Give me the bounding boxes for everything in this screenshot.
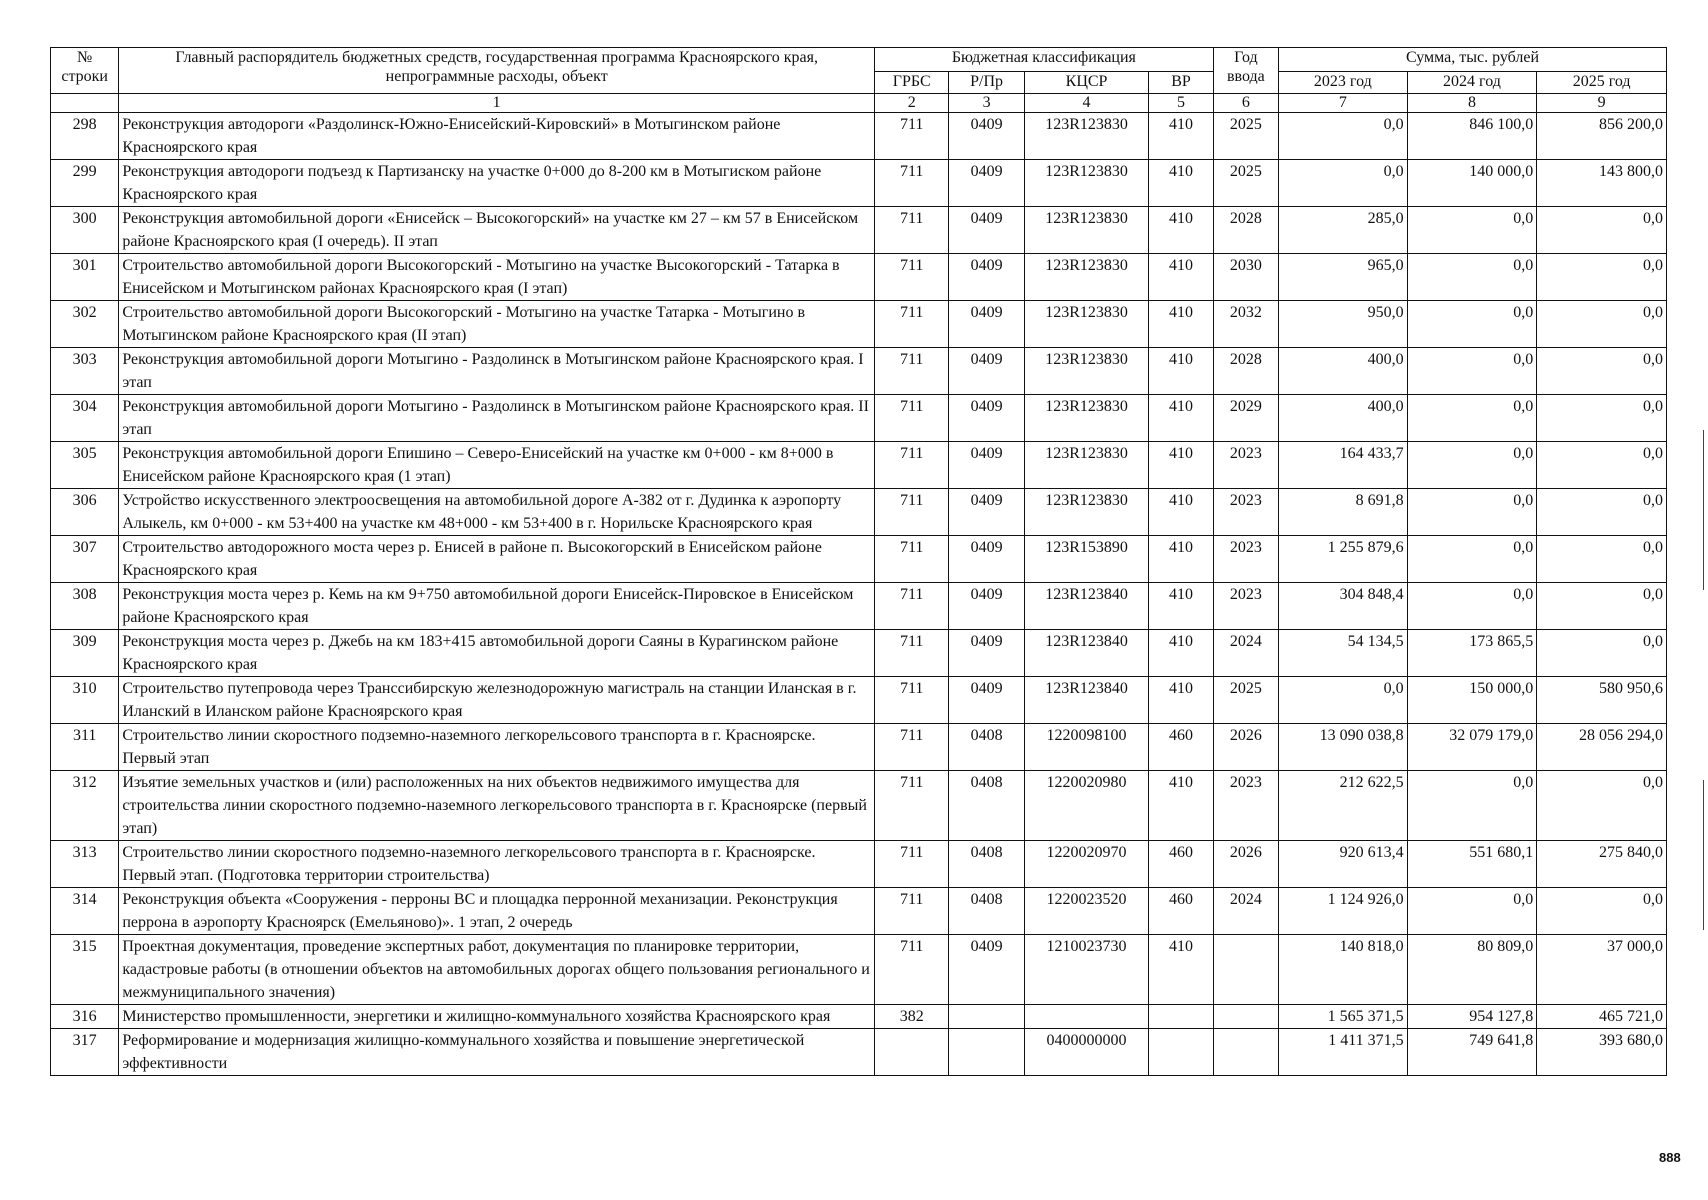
- vr-code: [1149, 1029, 1213, 1076]
- rzpr-code: 0409: [949, 207, 1024, 254]
- header-row-number: № строки: [51, 48, 119, 94]
- amount-2024: 0,0: [1407, 583, 1537, 630]
- amount-2023: 212 622,5: [1279, 771, 1408, 841]
- kcsr-code: 1210023730: [1024, 935, 1149, 1005]
- row-number: 309: [51, 630, 119, 677]
- amount-2025: 0,0: [1537, 254, 1667, 301]
- commissioning-year: 2023: [1213, 536, 1278, 583]
- table-row: [51, 583, 1667, 630]
- table-row: [51, 1005, 1667, 1029]
- amount-2023: 1 124 926,0: [1279, 888, 1408, 935]
- amount-2023: 0,0: [1279, 160, 1408, 207]
- rzpr-code: 0409: [949, 935, 1024, 1005]
- rzpr-code: 0409: [949, 113, 1024, 160]
- rzpr-code: 0409: [949, 630, 1024, 677]
- grbs-code: 711: [875, 301, 949, 348]
- object-name: Реконструкция автодороги «Раздолинск-Южно-Енисейский-Кировский» в Мотыгинском районе Красноярского края: [119, 113, 875, 160]
- object-name: Изъятие земельных участков и (или) расположенных на них объектов недвижимого имущества для строительства линии скоростного подземно-наземного легкорельсового транспорта в г. Красноярске (первый этап): [119, 771, 875, 841]
- grbs-code: 711: [875, 724, 949, 771]
- kcsr-code: 1220020970: [1024, 841, 1149, 888]
- object-name: Строительство путепровода через Транссибирскую железнодорожную магистраль на станции Иланская в г. Иланский в Иланском районе Красноярского края: [119, 677, 875, 724]
- commissioning-year: 2025: [1213, 677, 1278, 724]
- amount-2025: 37 000,0: [1537, 935, 1667, 1005]
- commissioning-year: 2025: [1213, 113, 1278, 160]
- grbs-code: 711: [875, 160, 949, 207]
- kcsr-code: 123R123830: [1024, 113, 1149, 160]
- amount-2023: 285,0: [1279, 207, 1408, 254]
- column-number: 8: [1407, 94, 1537, 113]
- grbs-code: 711: [875, 888, 949, 935]
- table-row: [51, 1029, 1667, 1076]
- kcsr-code: 1220020980: [1024, 771, 1149, 841]
- kcsr-code: 123R123830: [1024, 301, 1149, 348]
- grbs-code: 711: [875, 771, 949, 841]
- commissioning-year: 2026: [1213, 724, 1278, 771]
- row-number: 315: [51, 935, 119, 1005]
- rzpr-code: 0408: [949, 724, 1024, 771]
- amount-2025: 0,0: [1537, 207, 1667, 254]
- commissioning-year: 2030: [1213, 254, 1278, 301]
- kcsr-code: 123R123830: [1024, 442, 1149, 489]
- amount-2025: 0,0: [1537, 442, 1667, 489]
- rzpr-code: 0409: [949, 160, 1024, 207]
- table-row: [51, 771, 1667, 841]
- amount-2023: 164 433,7: [1279, 442, 1408, 489]
- amount-2024: 0,0: [1407, 442, 1537, 489]
- column-number: 3: [949, 94, 1024, 113]
- object-name: Министерство промышленности, энергетики и жилищно-коммунального хозяйства Красноярского края: [119, 1005, 875, 1029]
- header-year-2024: 2024 год: [1407, 72, 1537, 94]
- rzpr-code: [949, 1005, 1024, 1029]
- column-number: 6: [1213, 94, 1278, 113]
- rzpr-code: 0409: [949, 442, 1024, 489]
- commissioning-year: [1213, 935, 1278, 1005]
- amount-2023: 0,0: [1279, 677, 1408, 724]
- kcsr-code: 123R123830: [1024, 160, 1149, 207]
- amount-2023: 13 090 038,8: [1279, 724, 1408, 771]
- column-number: 7: [1279, 94, 1408, 113]
- amount-2023: 400,0: [1279, 395, 1408, 442]
- table-row: [51, 677, 1667, 724]
- kcsr-code: [1024, 1005, 1149, 1029]
- header-year-2023: 2023 год: [1279, 72, 1408, 94]
- amount-2024: 0,0: [1407, 395, 1537, 442]
- amount-2023: 950,0: [1279, 301, 1408, 348]
- object-name: Реформирование и модернизация жилищно-коммунального хозяйства и повышение энергетической эффективности: [119, 1029, 875, 1076]
- row-number: 299: [51, 160, 119, 207]
- amount-2025: 465 721,0: [1537, 1005, 1667, 1029]
- amount-2024: 846 100,0: [1407, 113, 1537, 160]
- rzpr-code: 0409: [949, 536, 1024, 583]
- header-sum: Сумма, тыс. рублей: [1279, 48, 1667, 72]
- table-header: [51, 48, 1667, 113]
- rzpr-code: 0409: [949, 301, 1024, 348]
- table-row: [51, 301, 1667, 348]
- amount-2025: 0,0: [1537, 348, 1667, 395]
- row-number: 314: [51, 888, 119, 935]
- amount-2023: 1 565 371,5: [1279, 1005, 1408, 1029]
- kcsr-code: 123R123840: [1024, 630, 1149, 677]
- commissioning-year: 2032: [1213, 301, 1278, 348]
- header-rzpr: Р/Пр: [949, 72, 1024, 94]
- object-name: Строительство автодорожного моста через р. Енисей в районе п. Высокогорский в Енисейском районе Красноярского края: [119, 536, 875, 583]
- amount-2024: 0,0: [1407, 348, 1537, 395]
- amount-2024: 954 127,8: [1407, 1005, 1537, 1029]
- column-number: 5: [1149, 94, 1213, 113]
- vr-code: 460: [1149, 888, 1213, 935]
- vr-code: 410: [1149, 583, 1213, 630]
- vr-code: 410: [1149, 489, 1213, 536]
- column-number-row: [51, 94, 1667, 113]
- table-row: [51, 442, 1667, 489]
- kcsr-code: 123R123830: [1024, 207, 1149, 254]
- object-name: Реконструкция автомобильной дороги «Енисейск – Высокогорский» на участке км 27 – км 57 в Енисейском районе Красноярского края (I очередь). II этап: [119, 207, 875, 254]
- row-number: 312: [51, 771, 119, 841]
- amount-2023: 54 134,5: [1279, 630, 1408, 677]
- page-number: 888: [1659, 1150, 1681, 1165]
- vr-code: 410: [1149, 395, 1213, 442]
- amount-2024: 140 000,0: [1407, 160, 1537, 207]
- amount-2025: 580 950,6: [1537, 677, 1667, 724]
- row-number: 317: [51, 1029, 119, 1076]
- commissioning-year: [1213, 1005, 1278, 1029]
- row-number: 316: [51, 1005, 119, 1029]
- rzpr-code: 0409: [949, 395, 1024, 442]
- vr-code: 410: [1149, 935, 1213, 1005]
- table-row: [51, 348, 1667, 395]
- amount-2024: 0,0: [1407, 254, 1537, 301]
- grbs-code: 711: [875, 536, 949, 583]
- rzpr-code: 0409: [949, 677, 1024, 724]
- object-name: Реконструкция моста через р. Джебь на км 183+415 автомобильной дороги Саяны в Курагинском районе Красноярского края: [119, 630, 875, 677]
- scan-edge-mark: [1703, 430, 1704, 590]
- amount-2023: 400,0: [1279, 348, 1408, 395]
- amount-2024: 551 680,1: [1407, 841, 1537, 888]
- header-budget-classification: Бюджетная классификация: [875, 48, 1214, 72]
- vr-code: 410: [1149, 113, 1213, 160]
- kcsr-code: 123R123830: [1024, 395, 1149, 442]
- amount-2024: 749 641,8: [1407, 1029, 1537, 1076]
- amount-2024: 32 079 179,0: [1407, 724, 1537, 771]
- row-number: 303: [51, 348, 119, 395]
- table-row: [51, 160, 1667, 207]
- row-number: 308: [51, 583, 119, 630]
- kcsr-code: 123R123830: [1024, 489, 1149, 536]
- object-name: Реконструкция моста через р. Кемь на км 9+750 автомобильной дороги Енисейск-Пировское в Енисейском районе Красноярского края: [119, 583, 875, 630]
- grbs-code: 711: [875, 113, 949, 160]
- grbs-code: 711: [875, 395, 949, 442]
- vr-code: 410: [1149, 254, 1213, 301]
- grbs-code: 711: [875, 348, 949, 395]
- amount-2025: 28 056 294,0: [1537, 724, 1667, 771]
- kcsr-code: 123R123830: [1024, 254, 1149, 301]
- object-name: Строительство автомобильной дороги Высокогорский - Мотыгино на участке Татарка - Мотыгино в Мотыгинском районе Красноярского края (II этап): [119, 301, 875, 348]
- grbs-code: 711: [875, 935, 949, 1005]
- commissioning-year: 2023: [1213, 442, 1278, 489]
- amount-2023: 304 848,4: [1279, 583, 1408, 630]
- amount-2025: 0,0: [1537, 888, 1667, 935]
- rzpr-code: 0409: [949, 254, 1024, 301]
- rzpr-code: 0409: [949, 583, 1024, 630]
- grbs-code: 711: [875, 207, 949, 254]
- rzpr-code: 0408: [949, 888, 1024, 935]
- column-number-blank: [51, 94, 119, 113]
- row-number: 306: [51, 489, 119, 536]
- rzpr-code: 0408: [949, 841, 1024, 888]
- commissioning-year: 2024: [1213, 630, 1278, 677]
- vr-code: 460: [1149, 724, 1213, 771]
- header-year-commissioning: Год ввода: [1213, 48, 1278, 94]
- amount-2024: 0,0: [1407, 888, 1537, 935]
- grbs-code: 711: [875, 630, 949, 677]
- kcsr-code: 123R123830: [1024, 348, 1149, 395]
- amount-2023: 1 255 879,6: [1279, 536, 1408, 583]
- row-number: 302: [51, 301, 119, 348]
- amount-2025: 0,0: [1537, 395, 1667, 442]
- commissioning-year: 2029: [1213, 395, 1278, 442]
- amount-2024: 80 809,0: [1407, 935, 1537, 1005]
- table-row: [51, 536, 1667, 583]
- amount-2024: 173 865,5: [1407, 630, 1537, 677]
- amount-2025: 275 840,0: [1537, 841, 1667, 888]
- amount-2024: 0,0: [1407, 489, 1537, 536]
- amount-2025: 393 680,0: [1537, 1029, 1667, 1076]
- table-row: [51, 254, 1667, 301]
- table-row: [51, 841, 1667, 888]
- amount-2024: 0,0: [1407, 771, 1537, 841]
- vr-code: 410: [1149, 677, 1213, 724]
- amount-2025: 856 200,0: [1537, 113, 1667, 160]
- amount-2025: 143 800,0: [1537, 160, 1667, 207]
- object-name: Реконструкция автомобильной дороги Мотыгино - Раздолинск в Мотыгинском районе Красноярского края. II этап: [119, 395, 875, 442]
- row-number: 300: [51, 207, 119, 254]
- header-kcsr: КЦСР: [1024, 72, 1149, 94]
- grbs-code: 711: [875, 442, 949, 489]
- amount-2024: 0,0: [1407, 207, 1537, 254]
- row-number: 298: [51, 113, 119, 160]
- column-number: 4: [1024, 94, 1149, 113]
- amount-2023: 140 818,0: [1279, 935, 1408, 1005]
- object-name: Устройство искусственного электроосвещения на автомобильной дороге А-382 от г. Дудинка к аэропорту Алыкель, км 0+000 - км 53+400 на участке км 48+000 - км 53+400 в г. Норильске Красноярского края: [119, 489, 875, 536]
- row-number: 305: [51, 442, 119, 489]
- grbs-code: 711: [875, 489, 949, 536]
- grbs-code: 711: [875, 254, 949, 301]
- object-name: Реконструкция объекта «Сооружения - перроны ВС и площадка перронной механизации. Реконструкция перрона в аэропорту Красноярск (Емельяново)». 1 этап, 2 очередь: [119, 888, 875, 935]
- commissioning-year: 2028: [1213, 207, 1278, 254]
- vr-code: 410: [1149, 301, 1213, 348]
- row-number: 311: [51, 724, 119, 771]
- kcsr-code: 1220023520: [1024, 888, 1149, 935]
- commissioning-year: 2028: [1213, 348, 1278, 395]
- amount-2025: 0,0: [1537, 301, 1667, 348]
- rzpr-code: 0408: [949, 771, 1024, 841]
- vr-code: 410: [1149, 442, 1213, 489]
- amount-2025: 0,0: [1537, 489, 1667, 536]
- rzpr-code: 0409: [949, 489, 1024, 536]
- amount-2023: 1 411 371,5: [1279, 1029, 1408, 1076]
- row-number: 307: [51, 536, 119, 583]
- table-row: [51, 724, 1667, 771]
- object-name: Реконструкция автодороги подъезд к Партизанску на участке 0+000 до 8-200 км в Мотыгиском районе Красноярского края: [119, 160, 875, 207]
- kcsr-code: 123R123840: [1024, 583, 1149, 630]
- commissioning-year: 2025: [1213, 160, 1278, 207]
- object-name: Строительство линии скоростного подземно-наземного легкорельсового транспорта в г. Красноярске. Первый этап. (Подготовка территории строительства): [119, 841, 875, 888]
- header-main-recipient: Главный распорядитель бюджетных средств, государственная программа Красноярского края, непрограммные расходы, объект: [119, 48, 875, 94]
- amount-2025: 0,0: [1537, 771, 1667, 841]
- table-row: [51, 630, 1667, 677]
- grbs-code: [875, 1029, 949, 1076]
- commissioning-year: 2026: [1213, 841, 1278, 888]
- table-body: [51, 113, 1667, 1076]
- vr-code: [1149, 1005, 1213, 1029]
- row-number: 313: [51, 841, 119, 888]
- amount-2024: 150 000,0: [1407, 677, 1537, 724]
- grbs-code: 711: [875, 583, 949, 630]
- vr-code: 410: [1149, 160, 1213, 207]
- table-row: [51, 888, 1667, 935]
- column-number: 2: [875, 94, 949, 113]
- kcsr-code: 0400000000: [1024, 1029, 1149, 1076]
- amount-2025: 0,0: [1537, 583, 1667, 630]
- row-number: 301: [51, 254, 119, 301]
- amount-2025: 0,0: [1537, 630, 1667, 677]
- amount-2025: 0,0: [1537, 536, 1667, 583]
- object-name: Проектная документация, проведение экспертных работ, документация по планировке территории, кадастровые работы (в отношении объектов на автомобильных дорогах общего пользования регионального и межмуниципального значения): [119, 935, 875, 1005]
- amount-2023: 0,0: [1279, 113, 1408, 160]
- kcsr-code: 1220098100: [1024, 724, 1149, 771]
- header-year-2025: 2025 год: [1537, 72, 1667, 94]
- header-vr: ВР: [1149, 72, 1213, 94]
- commissioning-year: [1213, 1029, 1278, 1076]
- amount-2023: 965,0: [1279, 254, 1408, 301]
- vr-code: 410: [1149, 771, 1213, 841]
- table-row: [51, 207, 1667, 254]
- vr-code: 410: [1149, 348, 1213, 395]
- scan-edge-mark: [1703, 780, 1704, 930]
- vr-code: 410: [1149, 207, 1213, 254]
- commissioning-year: 2023: [1213, 489, 1278, 536]
- vr-code: 410: [1149, 630, 1213, 677]
- rzpr-code: [949, 1029, 1024, 1076]
- rzpr-code: 0409: [949, 348, 1024, 395]
- table-row: [51, 935, 1667, 1005]
- object-name: Строительство автомобильной дороги Высокогорский - Мотыгино на участке Высокогорский - Татарка в Енисейском и Мотыгинском районах Красноярского края (I этап): [119, 254, 875, 301]
- amount-2024: 0,0: [1407, 536, 1537, 583]
- row-number: 310: [51, 677, 119, 724]
- table-row: [51, 489, 1667, 536]
- commissioning-year: 2023: [1213, 583, 1278, 630]
- object-name: Реконструкция автомобильной дороги Мотыгино - Раздолинск в Мотыгинском районе Красноярского края. I этап: [119, 348, 875, 395]
- object-name: Строительство линии скоростного подземно-наземного легкорельсового транспорта в г. Красноярске. Первый этап: [119, 724, 875, 771]
- amount-2023: 8 691,8: [1279, 489, 1408, 536]
- table-row: [51, 395, 1667, 442]
- commissioning-year: 2024: [1213, 888, 1278, 935]
- header-grbs: ГРБС: [875, 72, 949, 94]
- commissioning-year: 2023: [1213, 771, 1278, 841]
- vr-code: 410: [1149, 536, 1213, 583]
- grbs-code: 711: [875, 841, 949, 888]
- grbs-code: 382: [875, 1005, 949, 1029]
- budget-table: [50, 47, 1667, 1076]
- object-name: Реконструкция автомобильной дороги Епишино – Северо-Енисейский на участке км 0+000 - км 8+000 в Енисейском районе Красноярского края (1 этап): [119, 442, 875, 489]
- column-number: 9: [1537, 94, 1667, 113]
- kcsr-code: 123R153890: [1024, 536, 1149, 583]
- row-number: 304: [51, 395, 119, 442]
- table-row: [51, 113, 1667, 160]
- column-number: 1: [119, 94, 875, 113]
- amount-2023: 920 613,4: [1279, 841, 1408, 888]
- grbs-code: 711: [875, 677, 949, 724]
- amount-2024: 0,0: [1407, 301, 1537, 348]
- kcsr-code: 123R123840: [1024, 677, 1149, 724]
- vr-code: 460: [1149, 841, 1213, 888]
